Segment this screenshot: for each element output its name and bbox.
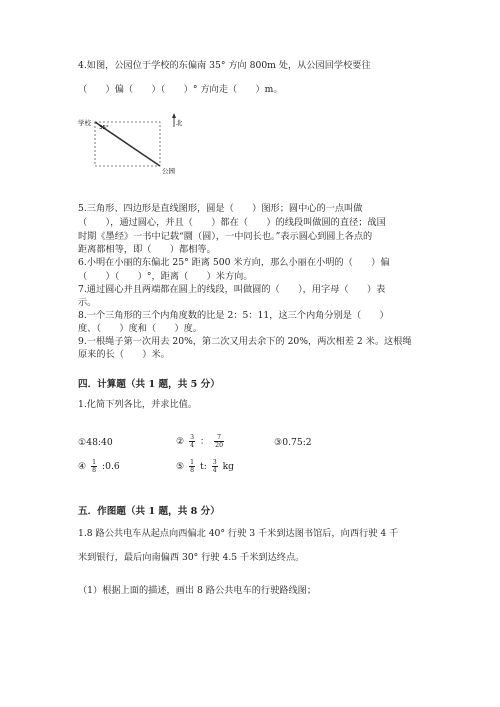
fraction-3-4 xyxy=(212,459,218,474)
section4-prompt: 1.化简下列各比，并求比值。 xyxy=(78,399,198,410)
section5-heading: 五．作图题（共 1 题，共 8 分） xyxy=(78,506,220,517)
denominator: 8 xyxy=(92,467,97,474)
q8-line1: 8.一个三角形的三个内角度数的比是 2：5：11，这三个内角分别是（ ） xyxy=(78,310,389,321)
calc-item-2-prefix: ② xyxy=(176,436,185,447)
denominator: 4 xyxy=(212,467,217,474)
q5-line3: 时期《墨经》一书中记载“圜（圆），一中同长也。”表示圆心到圆上各点的 xyxy=(78,231,373,242)
calc-item-4 xyxy=(78,457,120,477)
numerator: 1 xyxy=(92,459,97,466)
numerator: 3 xyxy=(190,434,195,441)
fraction-7-20 xyxy=(214,434,224,449)
direction-diagram xyxy=(78,112,198,174)
calc-item-4-prefix: ④ xyxy=(78,461,87,472)
denominator: 8 xyxy=(190,467,195,474)
calc-item-5 xyxy=(176,457,234,477)
q9-line1: 9.一根绳子第一次用去 20%，第二次又用去余下的 20%，两次相差 2 米。这根绳 xyxy=(78,336,412,347)
section5-line2: 米到银行，最后向南偏西 30° 行驶 4.5 千米到达终点。 xyxy=(78,552,305,563)
calc-item-2 xyxy=(176,432,226,452)
numerator: 7 xyxy=(214,434,224,442)
q5-line2: （ ），通过圆心，并且（ ）都在（ ）的线段叫做圆的直径；战国 xyxy=(78,217,386,228)
q4-line2: （ ）偏（ ）（ ）° 方向走（ ）m。 xyxy=(78,84,283,95)
fraction-3-4 xyxy=(189,434,195,449)
calc-item-5-unit: t: xyxy=(200,461,207,472)
q8-line2: 度、（ ）度和（ ）度。 xyxy=(78,323,203,334)
calc-item-5-prefix: ⑤ xyxy=(176,461,185,472)
q6-line2: （ ）（ ）°，距离（ ）米方向。 xyxy=(78,271,253,282)
section5-sub1: （1）根据上面的描述，画出 8 路公共电车的行驶路线图； xyxy=(78,585,317,596)
q4-line1: 4.如图，公园位于学校的东偏南 35° 方向 800m 处，从公园回学校要往 xyxy=(78,60,371,71)
q5-line1: 5.三角形、四边形是直线图形，圆是（ ）图形；圆中心的一点叫做 xyxy=(78,203,363,214)
denominator: 4 xyxy=(190,442,195,449)
calc-item-1: ①48:40 xyxy=(78,437,113,448)
north-label: 北 xyxy=(176,119,183,127)
school-label: 学校 xyxy=(78,119,91,127)
calc-item-4-suffix: :0.6 xyxy=(102,461,120,472)
angle-label: 35° xyxy=(99,125,109,131)
fraction-1-8 xyxy=(189,459,195,474)
q5-line4: 距离都相等，即（ ）都相等。 xyxy=(78,244,216,255)
q7-line2: 示。 xyxy=(78,297,97,308)
calc-item-3: ③0.75:2 xyxy=(274,437,312,448)
fraction-1-8 xyxy=(91,459,97,474)
denominator: 20 xyxy=(215,442,224,449)
ratio-separator: ： xyxy=(200,436,210,447)
numerator: 3 xyxy=(212,459,217,466)
calc-item-5-suffix: kg xyxy=(222,461,235,472)
north-arrowhead-icon xyxy=(172,113,176,118)
q9-line2: 原来的长（ ）米。 xyxy=(78,349,170,360)
section4-heading: 四．计算题（共 1 题，共 5 分） xyxy=(78,379,220,390)
numerator: 1 xyxy=(190,459,195,466)
q7-line1: 7.通过圆心并且两端都在圆上的线段，叫做圆的（ ），用字母（ ）表 xyxy=(78,284,386,295)
q6-line1: 6.小明在小丽的东偏北 25° 距离 500 米方向，那么小丽在小明的（ ）偏 xyxy=(78,257,390,268)
park-label: 公园 xyxy=(162,167,175,174)
section5-line1: 1.8 路公共电车从起点向西偏北 40° 行驶 3 千米到达图书馆后，向西行驶 4 千 xyxy=(78,528,399,539)
